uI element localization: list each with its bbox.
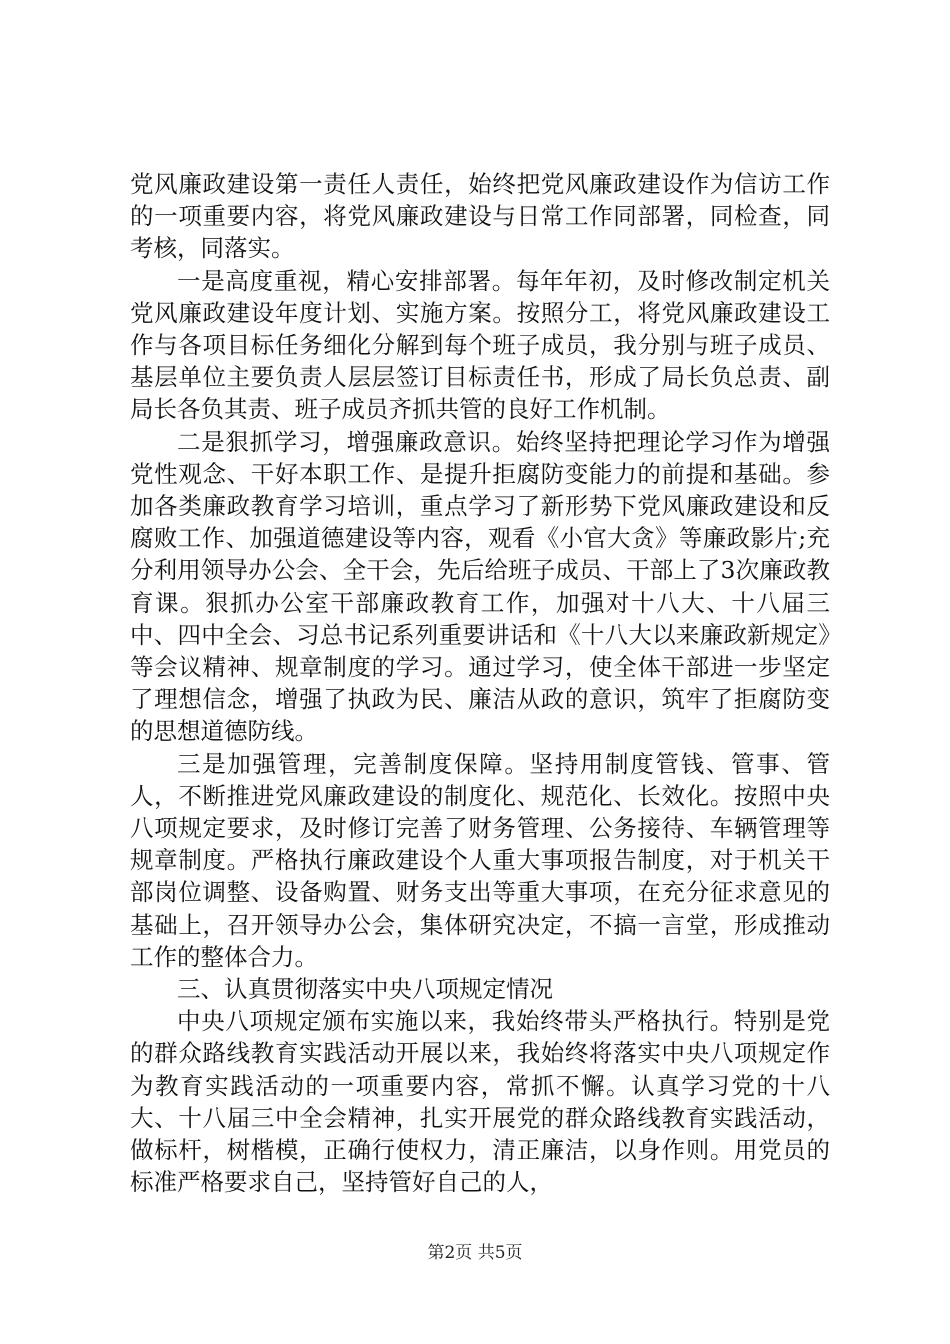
- paragraph-5: 中央八项规定颁布实施以来，我始终带头严格执行。特别是党的群众路线教育实践活动开展以来，我始终将落实中央八项规定作为教育实践活动的一项重要内容，常抓不懈。认真学习党的十八大、十八届三中全会精神，扎实开展党的群众路线教育实践活动，做标杆，树楷模，正确行使权力，清正廉洁，以身作则。用党员的标准严格要求自己，坚持管好自己的人，: [130, 1007, 830, 1197]
- document-body: [130, 168, 830, 1199]
- paragraph-4: 三是加强管理，完善制度保障。坚持用制度管钱、管事、管人，不断推进党风廉政建设的制度化、规范化、长效化。按照中央八项规定要求，及时修订完善了财务管理、公务接待、车辆管理等规章制度。严格执行廉政建设个人重大事项报告制度，对于机关干部岗位调整、设备购置、财务支出等重大事项，在充分征求意见的基础上，召开领导办公会，集体研究决定，不搞一言堂，形成推动工作的整体合力。: [130, 749, 830, 971]
- paragraph-1: 党风廉政建设第一责任人责任，始终把党风廉政建设作为信访工作的一项重要内容，将党风廉政建设与日常工作同部署，同检查，同考核，同落实。: [130, 170, 830, 263]
- page-footer: 第2页 共5页: [427, 1243, 523, 1263]
- paragraph-2: 一是高度重视，精心安排部署。每年年初，及时修改制定机关党风廉政建设年度计划、实施方案。按照分工，将党风廉政建设工作与各项目标任务细化分解到每个班子成员，我分别与班子成员、基层单位主要负责人层层签订目标责任书，形成了局长负总责、副局长各负其责、班子成员齐抓共管的良好工作机制。: [130, 266, 830, 424]
- section-heading: 三、认真贯彻落实中央八项规定情况: [177, 975, 553, 1004]
- paragraph-3: 二是狠抓学习，增强廉政意识。始终坚持把理论学习作为增强党性观念、干好本职工作、是提升拒腐防变能力的前提和基础。参加各类廉政教育学习培训，重点学习了新形势下党风廉政建设和反腐败工作、加强道德建设等内容，观看《小官大贪》等廉政影片;充分利用领导办公会、全干会，先后给班子成员、干部上了3次廉政教育课。狠抓办公室干部廉政教育工作，加强对十八大、十八届三中、四中全会、习总书记系列重要讲话和《十八大以来廉政新规定》等会议精神、规章制度的学习。通过学习，使全体干部进一步坚定了理想信念，增强了执政为民、廉洁从政的意识，筑牢了拒腐防变的思想道德防线。: [130, 427, 830, 746]
